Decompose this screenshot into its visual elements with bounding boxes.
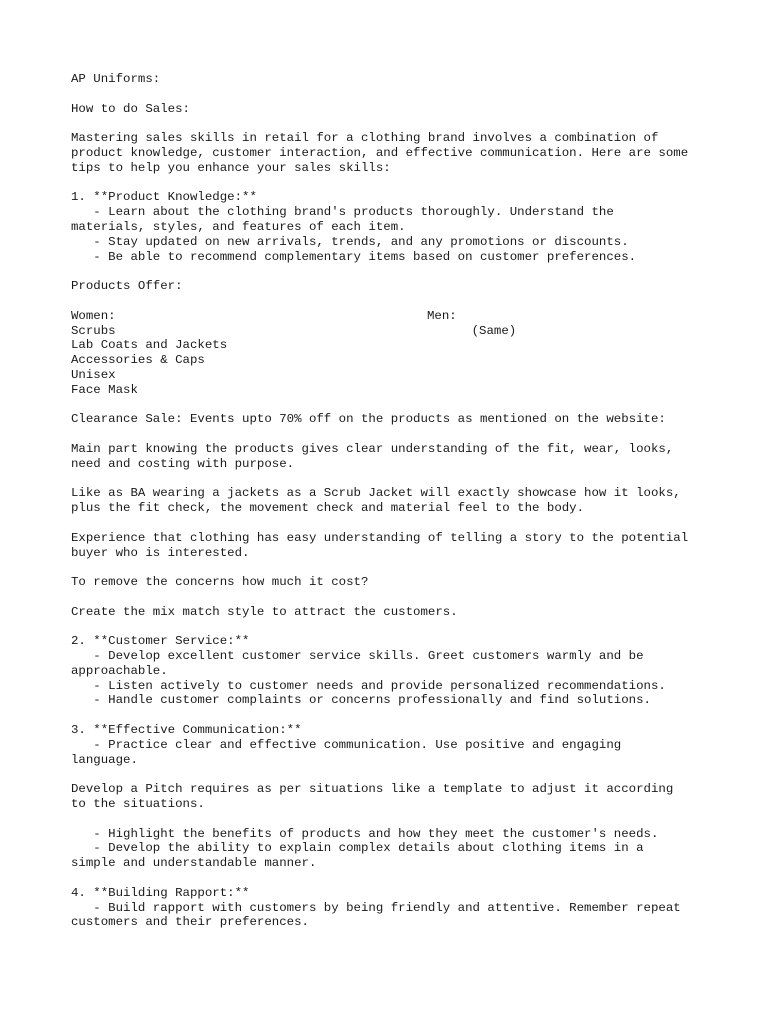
document-title: AP Uniforms: bbox=[71, 72, 161, 86]
section-heading: 1. **Product Knowledge:** bbox=[71, 190, 257, 205]
section-product-knowledge bbox=[71, 190, 731, 264]
spacer bbox=[71, 398, 731, 413]
men-label: Men: bbox=[427, 308, 457, 323]
spacer bbox=[71, 590, 731, 605]
spacer bbox=[71, 472, 731, 487]
list-item: Accessories & Caps bbox=[71, 353, 205, 368]
spacer bbox=[71, 708, 731, 723]
text-line: approachable. bbox=[71, 663, 168, 678]
spacer bbox=[71, 264, 731, 279]
women-column bbox=[71, 309, 731, 398]
text-line: Experience that clothing has easy understanding of telling a story to the potential bbox=[71, 530, 689, 545]
text-line: Like as BA wearing a jackets as a Scrub Jacket will exactly showcase how it looks, bbox=[71, 486, 681, 501]
document-page bbox=[71, 72, 731, 930]
women-label: Women: bbox=[71, 308, 116, 323]
text-line: - Stay updated on new arrivals, trends, and any promotions or discounts. bbox=[71, 234, 629, 249]
text-line: materials, styles, and features of each item. bbox=[71, 219, 406, 234]
document-subtitle: How to do Sales: bbox=[71, 101, 190, 116]
list-item: Scrubs bbox=[71, 323, 116, 338]
text-line: - Highlight the benefits of products and how they meet the customer's needs. bbox=[71, 826, 659, 841]
spacer bbox=[71, 767, 731, 782]
text-line: Mastering sales skills in retail for a clothing brand involves a combination of bbox=[71, 131, 659, 146]
section-customer-service bbox=[71, 634, 731, 708]
section-communication-points bbox=[71, 827, 731, 871]
spacer bbox=[71, 294, 731, 309]
paragraph-pitch bbox=[71, 782, 731, 812]
section-effective-communication bbox=[71, 723, 731, 767]
section-heading: 3. **Effective Communication:** bbox=[71, 723, 302, 738]
section-heading: 4. **Building Rapport:** bbox=[71, 885, 250, 900]
men-column bbox=[427, 309, 516, 339]
concern-line: To remove the concerns how much it cost? bbox=[71, 575, 369, 590]
men-note: (Same) bbox=[427, 323, 517, 338]
text-line: tips to help you enhance your sales skills: bbox=[71, 160, 391, 175]
spacer bbox=[71, 116, 731, 131]
products-heading: Products Offer: bbox=[71, 279, 183, 294]
spacer bbox=[71, 619, 731, 634]
text-line: to the situations. bbox=[71, 797, 205, 812]
list-item: Lab Coats and Jackets bbox=[71, 338, 228, 353]
section-building-rapport bbox=[71, 886, 731, 930]
text-line: simple and understandable manner. bbox=[71, 856, 317, 871]
paragraph-main bbox=[71, 442, 731, 472]
text-line: - Handle customer complaints or concerns professionally and find solutions. bbox=[71, 693, 651, 708]
section-heading: 2. **Customer Service:** bbox=[71, 634, 250, 649]
products-list bbox=[71, 309, 731, 398]
text-line: plus the fit check, the movement check and material feel to the body. bbox=[71, 501, 585, 516]
text-line: - Develop excellent customer service skills. Greet customers warmly and be bbox=[71, 649, 644, 664]
text-line: customers and their preferences. bbox=[71, 915, 309, 930]
spacer bbox=[71, 516, 731, 531]
list-item: Unisex bbox=[71, 367, 116, 382]
text-line: - Learn about the clothing brand's products thoroughly. Understand the bbox=[71, 205, 614, 220]
text-line: - Listen actively to customer needs and provide personalized recommendations. bbox=[71, 678, 666, 693]
list-item: Face Mask bbox=[71, 382, 138, 397]
paragraph-experience bbox=[71, 531, 731, 561]
text-line: Main part knowing the products gives clear understanding of the fit, wear, looks, bbox=[71, 441, 674, 456]
spacer bbox=[71, 176, 731, 191]
spacer bbox=[71, 560, 731, 575]
text-line: need and costing with purpose. bbox=[71, 456, 295, 471]
text-line: language. bbox=[71, 752, 138, 767]
spacer bbox=[71, 427, 731, 442]
text-line: - Be able to recommend complementary items based on customer preferences. bbox=[71, 249, 637, 264]
spacer bbox=[71, 812, 731, 827]
text-line: - Build rapport with customers by being friendly and attentive. Remember repeat bbox=[71, 900, 681, 915]
text-line: product knowledge, customer interaction, and effective communication. Here are some bbox=[71, 145, 689, 160]
intro-paragraph bbox=[71, 131, 731, 175]
text-line: - Practice clear and effective communication. Use positive and engaging bbox=[71, 737, 622, 752]
spacer bbox=[71, 871, 731, 886]
text-line: - Develop the ability to explain complex details about clothing items in a bbox=[71, 841, 644, 856]
clearance-line: Clearance Sale: Events upto 70% off on the products as mentioned on the website: bbox=[71, 412, 666, 427]
paragraph-ba bbox=[71, 486, 731, 516]
spacer bbox=[71, 87, 731, 102]
text-line: Develop a Pitch requires as per situations like a template to adjust it according bbox=[71, 782, 674, 797]
mixmatch-line: Create the mix match style to attract the customers. bbox=[71, 604, 458, 619]
text-line: buyer who is interested. bbox=[71, 545, 250, 560]
